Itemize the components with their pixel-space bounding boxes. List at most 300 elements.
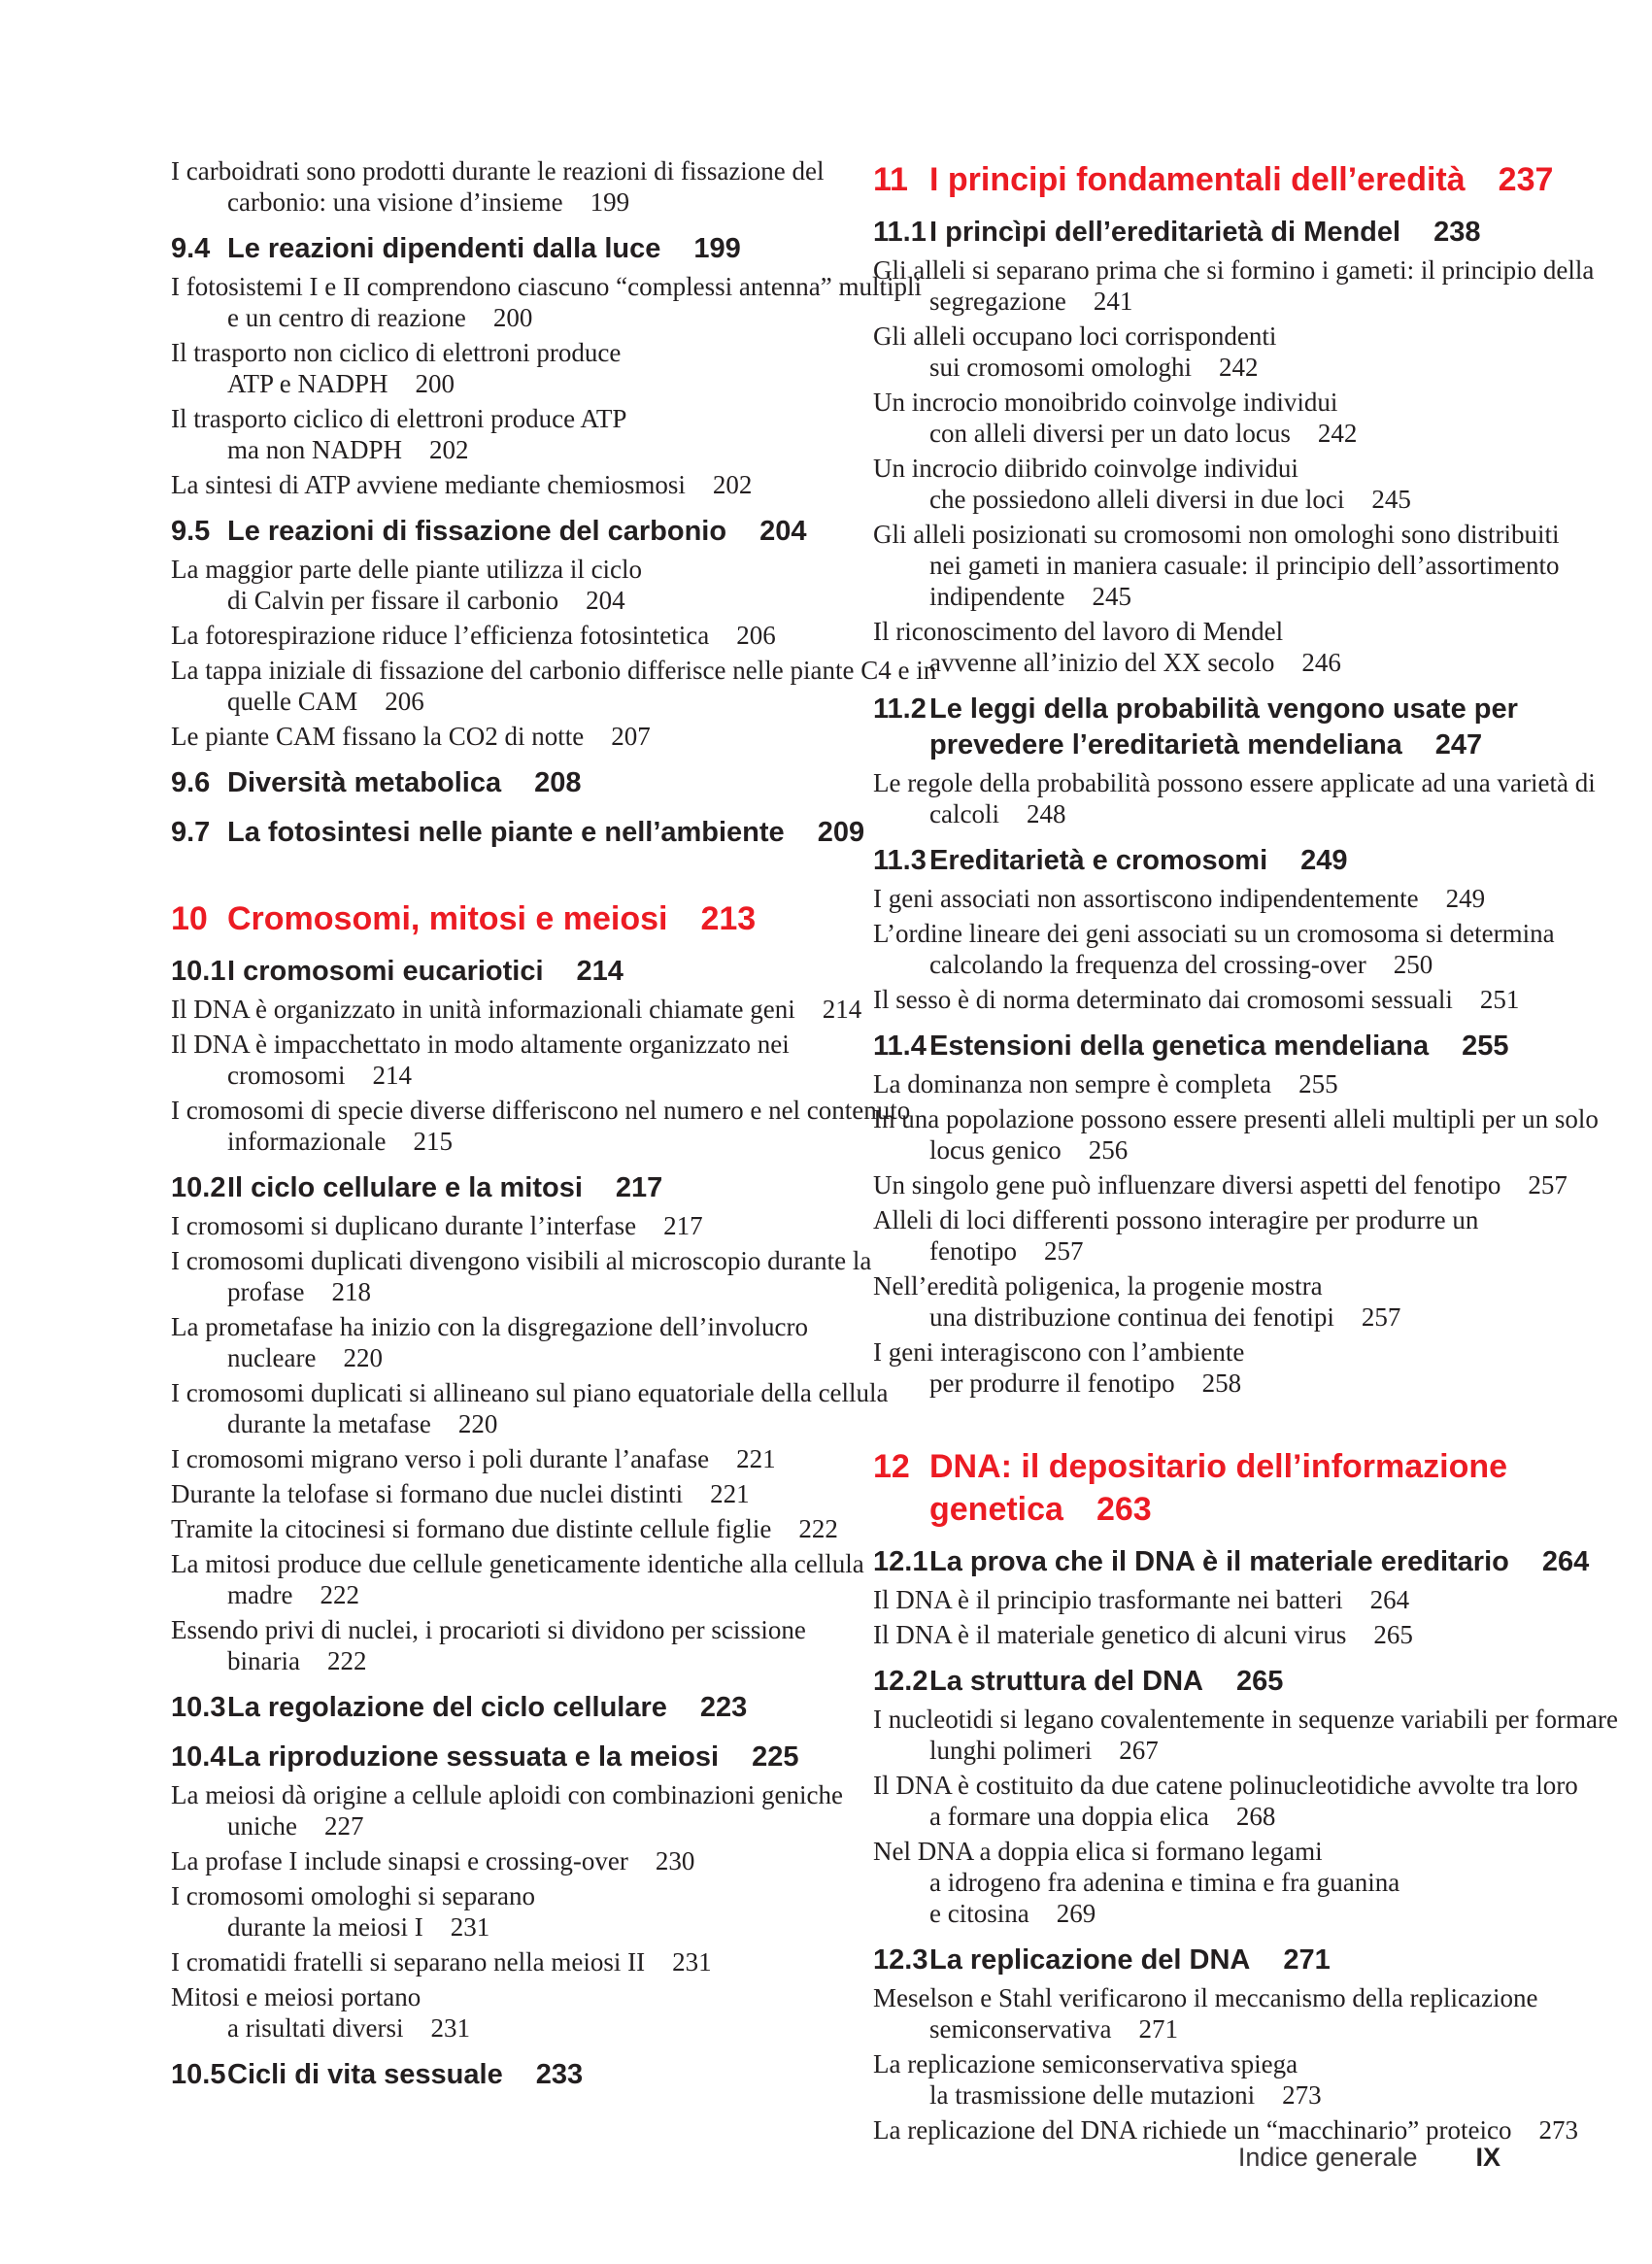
item-title-text: I cromosomi migrano verso i poli durante l’anafase (171, 1444, 710, 1473)
item-title-text: Il sesso è di norma determinato dai cromosomi sessuali (873, 985, 1453, 1014)
toc-line (171, 686, 880, 717)
toc-line (171, 1946, 880, 1977)
toc-line (171, 1911, 880, 1943)
item-title-text: locus genico (929, 1135, 1062, 1165)
item-title-text: nei gameti in maniera casuale: il principio dell’assortimento (929, 551, 1560, 580)
toc-line (873, 918, 1572, 949)
toc-line (171, 1845, 880, 1876)
item-title-text: I cromosomi duplicati si allineano sul piano equatoriale della cellula (171, 1378, 889, 1407)
toc-line (873, 767, 1596, 798)
toc-line (873, 949, 1572, 980)
page-number: 258 (1201, 1369, 1242, 1398)
item-title-text: La replicazione semiconservativa spiega (873, 2049, 1298, 2078)
page-number: 245 (1371, 485, 1411, 514)
section-heading (171, 1170, 880, 1206)
toc-line (171, 1276, 880, 1307)
item-title-text: Alleli di loci differenti possono interagire per produrre un (873, 1205, 1479, 1234)
item-title-text: Il DNA è organizzato in unità informazionali chiamate geni (171, 995, 795, 1024)
item-number: 10.2 (171, 1172, 226, 1203)
section-heading (171, 765, 880, 801)
item-title-text: segregazione (929, 287, 1066, 316)
item-title-text: La mitosi produce due cellule geneticamente identiche alla cellula (171, 1549, 864, 1578)
item-title-text: La prova che il DNA è il materiale ereditario (929, 1546, 1509, 1577)
page-number: 247 (1434, 729, 1483, 760)
toc-entry (873, 1982, 1572, 2044)
toc-line (171, 1342, 880, 1373)
item-title-text: Il DNA è il materiale genetico di alcuni virus (873, 1620, 1347, 1649)
toc-line (171, 337, 880, 368)
toc-line (171, 1377, 889, 1408)
item-title-text: DNA: il depositario dell’informazione (929, 1448, 1508, 1485)
toc-line (873, 2114, 1578, 2146)
page-number: 263 (1096, 1491, 1152, 1528)
item-title-text: I cromosomi duplicati divengono visibili al microscopio durante la (171, 1246, 872, 1275)
toc-entry (171, 469, 880, 500)
toc-line (171, 231, 880, 267)
toc-line (873, 1134, 1572, 1166)
toc-line (171, 1513, 880, 1544)
item-number: 11.3 (873, 845, 927, 876)
page-number: 200 (492, 303, 533, 332)
toc-entry (873, 1169, 1572, 1200)
page-number: 250 (1393, 950, 1433, 979)
item-title-text: carbonio: una visione d’insieme (227, 187, 563, 217)
toc-line (873, 215, 1572, 251)
toc-entry (873, 1704, 1618, 1766)
section-heading (171, 1690, 880, 1726)
page-number: 257 (1043, 1236, 1084, 1266)
item-title-text: L’ordine lineare dei geni associati su un cromosoma si determina (873, 919, 1555, 948)
page-number: 199 (590, 187, 630, 217)
item-title-text: prevedere l’ereditarietà mendeliana (929, 729, 1402, 760)
toc-line (171, 585, 880, 616)
toc-line (873, 1704, 1618, 1735)
item-title-text: Il DNA è impacchettato in modo altamente organizzato nei (171, 1030, 790, 1059)
page-number: 225 (752, 1741, 799, 1773)
toc-entry (171, 1845, 880, 1876)
page-number: 207 (611, 722, 651, 751)
section-heading (873, 1664, 1572, 1700)
page-number: 249 (1300, 845, 1348, 876)
toc-line (171, 434, 880, 465)
section-heading (873, 1544, 1590, 1580)
toc-line (873, 1368, 1572, 1399)
toc-line (171, 897, 880, 940)
toc-line (171, 765, 880, 801)
toc-entry (873, 321, 1572, 383)
item-title-text: La meiosi dà origine a cellule aploidi con combinazioni geniche (171, 1780, 844, 1809)
chapter-heading (873, 158, 1572, 201)
toc-line (873, 1801, 1572, 1832)
item-title-text: Durante la telofase si formano due nuclei distinti (171, 1479, 684, 1508)
item-title-text: Cromosomi, mitosi e meiosi (227, 900, 668, 937)
item-title-text: La replicazione del DNA (929, 1944, 1251, 1976)
item-number: 10.3 (171, 1692, 226, 1723)
toc-entry (873, 519, 1572, 612)
toc-line (171, 1095, 911, 1126)
item-title-text: cromosomi (227, 1061, 346, 1090)
item-title-text: Un incrocio diibrido coinvolge individui (873, 454, 1298, 483)
page-number: 241 (1093, 287, 1133, 316)
toc-entry (873, 1336, 1572, 1399)
toc-line (873, 2048, 1572, 2079)
toc-line (873, 286, 1572, 317)
toc-entry (873, 1204, 1572, 1267)
page-number: 233 (535, 2059, 584, 2090)
toc-entry (873, 1584, 1572, 1615)
toc-line (873, 254, 1595, 286)
page-number: 238 (1433, 217, 1481, 248)
page-footer (0, 2143, 1500, 2173)
item-title-text: calcolando la frequenza del crossing-over (929, 950, 1366, 979)
item-title-text: madre (227, 1580, 293, 1609)
toc-line (171, 271, 923, 302)
item-number: 11.2 (873, 693, 927, 725)
item-title-text: durante la metafase (227, 1409, 431, 1438)
item-title-text: La dominanza non sempre è completa (873, 1069, 1272, 1098)
toc-line (171, 1614, 880, 1645)
item-number: 12.1 (873, 1546, 928, 1577)
item-number: 12.2 (873, 1666, 928, 1697)
page-number: 221 (736, 1444, 776, 1473)
item-title-text: Un incrocio monoibrido coinvolge individui (873, 388, 1338, 417)
page-number: 256 (1088, 1135, 1129, 1165)
toc-line (873, 1735, 1572, 1766)
item-title-text: Il DNA è il principio trasformante nei batteri (873, 1585, 1343, 1614)
item-title-text: di Calvin per fissare il carbonio (227, 586, 559, 615)
toc-line (873, 158, 1572, 201)
toc-entry (873, 883, 1572, 914)
toc-line (873, 2013, 1572, 2044)
toc-line (171, 1740, 880, 1775)
toc-line (873, 352, 1572, 383)
page-number: 214 (822, 995, 862, 1024)
toc-line (171, 1443, 880, 1474)
item-title-text: Estensioni della genetica mendeliana (929, 1031, 1430, 1062)
toc-line (873, 484, 1572, 515)
toc-line (873, 2079, 1572, 2111)
page-number: 242 (1219, 353, 1259, 382)
item-title-text: I carboidrati sono prodotti durante le reazioni di fissazione del (171, 156, 825, 186)
item-title-text: a formare una doppia elica (929, 1802, 1209, 1831)
toc-entry (873, 2048, 1572, 2111)
section-heading (171, 231, 880, 267)
item-title-text: La replicazione del DNA richiede un “macchinario” proteico (873, 2115, 1512, 2145)
item-title-text: Meselson e Stahl verificarono il meccanismo della replicazione (873, 1983, 1538, 2012)
toc-line (171, 1690, 880, 1726)
toc-line (171, 554, 880, 585)
item-title-text: quelle CAM (227, 687, 358, 716)
toc-line (171, 2012, 880, 2044)
chapter-heading (873, 1445, 1572, 1531)
toc-line (171, 1170, 880, 1206)
toc-line (873, 321, 1572, 352)
item-number: 10 (171, 900, 208, 937)
toc-entry (873, 918, 1572, 980)
toc-entry (873, 767, 1596, 829)
toc-entry (873, 254, 1595, 317)
toc-line (171, 655, 937, 686)
item-title-text: semiconservativa (929, 2014, 1112, 2044)
item-title-text: La maggior parte delle piante utilizza il ciclo (171, 555, 643, 584)
page-number: 206 (385, 687, 424, 716)
toc-line (873, 1619, 1572, 1650)
toc-entry (873, 453, 1572, 515)
item-title-text: I geni interagiscono con l’ambiente (873, 1337, 1245, 1367)
item-title-text: La fotosintesi nelle piante e nell’ambiente (227, 817, 785, 848)
item-title-text: I cromosomi eucariotici (227, 956, 544, 987)
toc-entry (171, 1029, 880, 1091)
item-title-text: I principi fondamentali dell’eredità (929, 161, 1466, 198)
page-number: 269 (1056, 1899, 1096, 1928)
item-title-text: I nucleotidi si legano covalentemente in sequenze variabili per formare (873, 1705, 1618, 1734)
item-title-text: genetica (929, 1491, 1063, 1528)
toc-line (873, 453, 1572, 484)
toc-line (873, 1301, 1572, 1333)
item-title-text: con alleli diversi per un dato locus (929, 419, 1291, 448)
toc-entry (873, 387, 1572, 449)
toc-entry (171, 1210, 880, 1241)
item-title-text: I princìpi dell’ereditarietà di Mendel (929, 217, 1401, 248)
toc-entry (171, 721, 880, 752)
item-title-text: binaria (227, 1646, 300, 1675)
toc-entry (171, 403, 880, 465)
toc-entry (873, 1770, 1578, 1832)
toc-line (171, 721, 880, 752)
page-number: 255 (1298, 1069, 1338, 1098)
page-number: 230 (655, 1846, 695, 1875)
item-title-text: nucleare (227, 1343, 317, 1372)
toc-line (171, 620, 880, 651)
section-heading (171, 815, 880, 851)
toc-entry (171, 1443, 880, 1474)
section-heading (171, 1740, 880, 1775)
item-number: 9.5 (171, 516, 211, 547)
section-heading (873, 692, 1572, 763)
item-title-text: che possiedono alleli diversi in due loci (929, 485, 1345, 514)
page-number: 248 (1026, 799, 1066, 828)
page-number: 208 (534, 767, 582, 798)
item-title-text: I cromosomi si duplicano durante l’interfase (171, 1211, 637, 1240)
item-title-text: sui cromosomi omologhi (929, 353, 1192, 382)
toc-line (873, 1068, 1572, 1099)
page-number: 223 (699, 1692, 748, 1723)
toc-entry (873, 1270, 1572, 1333)
page-number: 265 (1373, 1620, 1413, 1649)
toc-entry (171, 1946, 880, 1977)
toc-entry (873, 1068, 1572, 1099)
toc-entry (171, 271, 923, 333)
toc-line (873, 1867, 1572, 1898)
folio-page-number: IX (1475, 2143, 1500, 2172)
item-title-text: Il trasporto ciclico di elettroni produce ATP (171, 404, 627, 433)
item-title-text: Cicli di vita sessuale (227, 2059, 503, 2090)
toc-line (171, 1210, 880, 1241)
page-number: 268 (1235, 1802, 1276, 1831)
toc-line (171, 1579, 880, 1610)
item-title-text: la trasmissione delle mutazioni (929, 2080, 1256, 2110)
toc-line (873, 1169, 1572, 1200)
page-number: 206 (736, 621, 776, 650)
item-number: 12.3 (873, 1944, 928, 1976)
toc-line (873, 1336, 1572, 1368)
toc-line (171, 1029, 880, 1060)
toc-line (873, 647, 1572, 678)
toc-entry (171, 994, 880, 1025)
section-heading (873, 1029, 1572, 1064)
item-title-text: Tramite la citocinesi si formano due distinte cellule figlie (171, 1514, 772, 1543)
item-title-text: Mitosi e meiosi portano (171, 1982, 421, 2011)
toc-line (171, 1645, 880, 1676)
item-title-text: La tappa iniziale di fissazione del carbonio differisce nelle piante C4 e in (171, 656, 937, 685)
toc-entry (873, 2114, 1578, 2146)
toc-entry (171, 554, 880, 616)
page-number: 220 (457, 1409, 498, 1438)
item-title-text: e citosina (929, 1899, 1029, 1928)
page-number: 204 (759, 516, 807, 547)
toc-entry (171, 1377, 889, 1439)
section-heading (171, 2057, 880, 2093)
page-number: 222 (798, 1514, 838, 1543)
toc-line (873, 550, 1572, 581)
toc-line (171, 1880, 880, 1911)
toc-entry (171, 1779, 880, 1842)
toc-line (171, 994, 880, 1025)
item-title-text: La sintesi di ATP avviene mediante chemiosmosi (171, 470, 686, 499)
item-title-text: a risultati diversi (227, 2013, 404, 2043)
item-number: 10.1 (171, 956, 226, 987)
toc-line (873, 1770, 1578, 1801)
toc-right-column (873, 158, 1618, 2146)
item-title-text: uniche (227, 1811, 297, 1841)
page-number: 251 (1479, 985, 1520, 1014)
item-number: 11 (873, 161, 908, 198)
toc-line (171, 1981, 880, 2012)
toc-line (171, 155, 880, 186)
item-title-text: Un singolo gene può influenzare diversi aspetti del fenotipo (873, 1170, 1501, 1200)
page-number: 249 (1445, 884, 1486, 913)
page-number: 267 (1119, 1736, 1159, 1765)
toc-line (873, 1664, 1572, 1700)
item-title-text: Nell’eredità poligenica, la progenie mostra (873, 1271, 1323, 1301)
page-number: 217 (663, 1211, 703, 1240)
item-title-text: informazionale (227, 1127, 387, 1156)
toc-line (171, 954, 880, 990)
toc-line (873, 1103, 1599, 1134)
item-title-text: Le leggi della probabilità vengono usate per (929, 693, 1518, 725)
item-title-text: una distribuzione continua dei fenotipi (929, 1302, 1334, 1332)
toc-line (171, 186, 880, 218)
item-number: 11.4 (873, 1031, 927, 1062)
page-number: 257 (1528, 1170, 1568, 1200)
item-title-text: Il ciclo cellulare e la mitosi (227, 1172, 583, 1203)
toc-line (873, 692, 1572, 727)
item-title-text: fenotipo (929, 1236, 1017, 1266)
page-number: 218 (331, 1277, 371, 1306)
page-number: 200 (415, 369, 455, 398)
toc-line (171, 2057, 880, 2093)
toc-entry (171, 620, 880, 651)
page-number: 246 (1301, 648, 1341, 677)
toc-line (873, 387, 1572, 418)
toc-line (873, 984, 1572, 1015)
toc-line (171, 1126, 880, 1157)
page-number: 242 (1317, 419, 1358, 448)
toc-line (171, 1810, 880, 1842)
toc-line (171, 1060, 880, 1091)
toc-line (873, 1204, 1572, 1235)
item-title-text: Nel DNA a doppia elica si formano legami (873, 1837, 1323, 1866)
toc-line (873, 1445, 1572, 1488)
toc-line (171, 1779, 880, 1810)
item-title-text: Diversità metabolica (227, 767, 502, 798)
page-number: 215 (413, 1127, 453, 1156)
toc-entry (171, 1548, 880, 1610)
toc-line (873, 418, 1572, 449)
item-number: 9.6 (171, 767, 211, 798)
page-number: 209 (817, 817, 865, 848)
toc-line (873, 1488, 1572, 1531)
toc-line (873, 1270, 1572, 1301)
chapter-heading (171, 897, 880, 940)
page-number: 227 (323, 1811, 364, 1841)
toc-entry (873, 1836, 1572, 1929)
item-title-text: La regolazione del ciclo cellulare (227, 1692, 667, 1723)
toc-entry (171, 155, 880, 218)
item-title-text: profase (227, 1277, 305, 1306)
page-number: 214 (576, 956, 624, 987)
toc-line (171, 368, 880, 399)
toc-line (873, 1982, 1572, 2013)
footer-label: Indice generale (1237, 2143, 1418, 2172)
toc-entry (171, 1614, 880, 1676)
item-title-text: I cromatidi fratelli si separano nella meiosi II (171, 1947, 646, 1977)
item-title-text: Il DNA è costituito da due catene polinucleotidiche avvolte tra loro (873, 1771, 1578, 1800)
item-title-text: La fotorespirazione riduce l’efficienza fotosintetica (171, 621, 710, 650)
toc-entry (873, 616, 1572, 678)
toc-line (171, 815, 880, 851)
page-number: 264 (1369, 1585, 1410, 1614)
page-number: 231 (450, 1912, 490, 1942)
toc-line (873, 1836, 1572, 1867)
toc-line (873, 1584, 1572, 1615)
toc-line (873, 1029, 1572, 1064)
page-number: 264 (1541, 1546, 1590, 1577)
toc-entry (873, 1103, 1599, 1166)
item-number: 10.4 (171, 1741, 226, 1773)
item-title-text: I cromosomi di specie diverse differiscono nel numero e nel contenuto (171, 1096, 911, 1125)
page-number: 213 (700, 900, 757, 937)
page-number: 273 (1282, 2080, 1322, 2110)
item-title-text: per produrre il fenotipo (929, 1369, 1175, 1398)
toc-line (171, 1478, 880, 1509)
item-title-text: La profase I include sinapsi e crossing-over (171, 1846, 628, 1875)
toc-line (873, 727, 1572, 763)
item-title-text: I fotosistemi I e II comprendono ciascuno “complessi antenna” multipli (171, 272, 923, 301)
page-number: 271 (1138, 2014, 1178, 2044)
toc-line (171, 1311, 880, 1342)
toc-line (873, 1943, 1572, 1978)
item-number: 10.5 (171, 2059, 226, 2090)
item-title-text: La riproduzione sessuata e la meiosi (227, 1741, 720, 1773)
item-title-text: lunghi polimeri (929, 1736, 1093, 1765)
toc-line (171, 469, 880, 500)
item-title-text: Le regole della probabilità possono essere applicate ad una varietà di (873, 768, 1596, 797)
page-number: 204 (586, 586, 625, 615)
item-title-text: Gli alleli posizionati su cromosomi non omologhi sono distribuiti (873, 520, 1560, 549)
toc-entry (171, 1245, 880, 1307)
toc-line (171, 302, 880, 333)
